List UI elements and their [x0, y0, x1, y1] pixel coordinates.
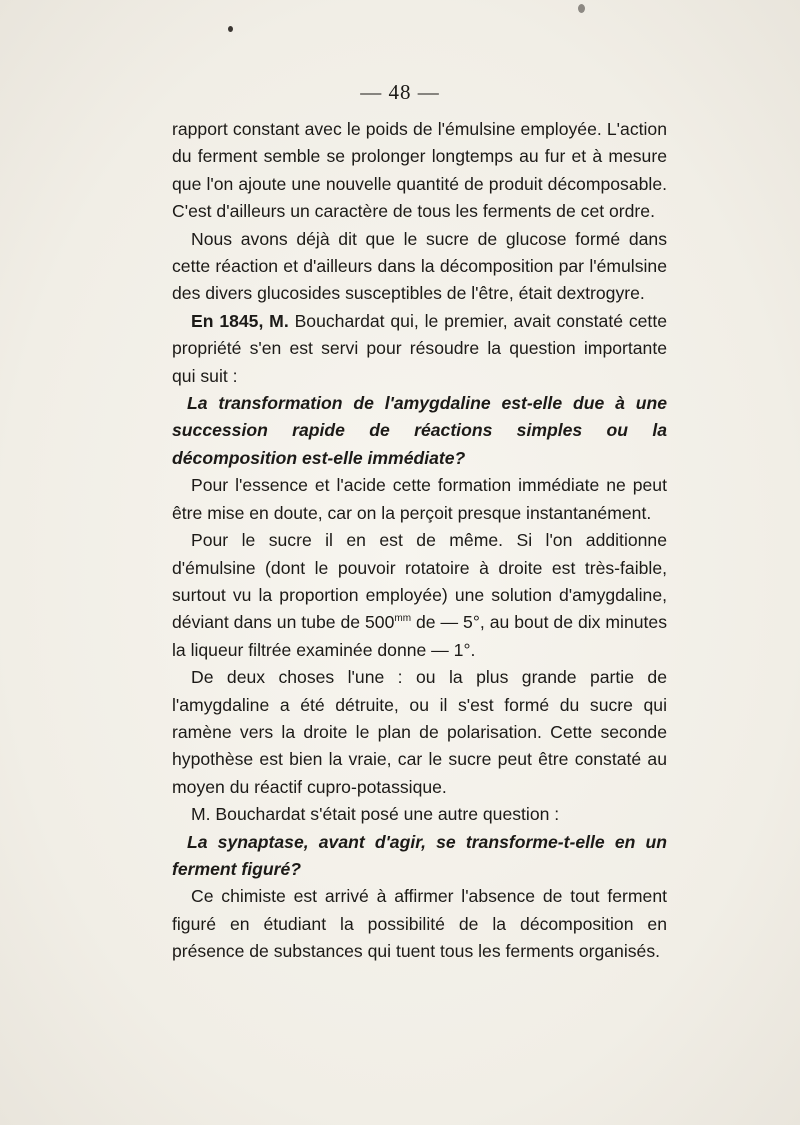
page-number: — 48 —	[360, 80, 440, 104]
paragraph: Pour l'essence et l'acide cette formation immédiate ne peut être mise en doute, car on la perçoit presque instantanément.	[172, 475, 667, 523]
paragraph: De deux choses l'une : ou la plus grande partie de l'amygdaline a été détruite, ou il s'est formé du sucre qui ramène vers la droite le plan de polarisation. Cette seconde hypothèse est bien la vraie, car le sucre peut être constaté au moyen du réactif cupro-potassique.	[172, 667, 667, 797]
paragraph	[172, 527, 667, 664]
question-paragraph: La synaptase, avant d'agir, se transforme-t-elle en un ferment figuré?	[172, 831, 667, 879]
paragraph-text: Pour le sucre il en est de même. Si l'on additionne d'émulsine (dont le pouvoir rotatoire à droite est très-faible, surtout vu la proportion employée) une solution d'amygdaline, déviant dans un tube de 500	[172, 530, 667, 633]
paragraph-text: Bouchardat qui, le premier, avait constaté cette propriété s'en est servi pour résoudre la question importante qui suit :	[172, 310, 667, 386]
paragraph-lead: En 1845, M.	[191, 310, 289, 331]
paragraph: Ce chimiste est arrivé à affirmer l'absence de tout ferment figuré en étudiant la possibilité de la décomposition en présence de substances qui tuent tous les ferments organisés.	[172, 886, 667, 962]
unit-superscript: mm	[394, 613, 412, 625]
question-paragraph: La transformation de l'amygdaline est-elle due à une succession rapide de réactions simples ou la décomposition est-elle immédiate?	[172, 393, 667, 468]
ink-speck	[578, 4, 585, 13]
paragraph: rapport constant avec le poids de l'émulsine employée. L'action du ferment semble se prolonger longtemps au fur et à mesure que l'on ajoute une nouvelle quantité de produit décomposable. C'est d'ailleurs un caractère de tous les ferments de cet ordre.	[172, 119, 667, 222]
ink-speck	[228, 26, 233, 32]
paragraph	[172, 308, 667, 390]
paragraph: M. Bouchardat s'était posé une autre question :	[191, 804, 560, 825]
body-text	[172, 116, 667, 966]
paragraph: Nous avons déjà dit que le sucre de glucose formé dans cette réaction et d'ailleurs dans la décomposition par l'émulsine des divers glucosides susceptibles de l'être, était dextrogyre.	[172, 228, 667, 304]
paragraph-text: de — 5°, au bout de dix minutes la liqueur filtrée examinée donne — 1°.	[172, 612, 667, 660]
